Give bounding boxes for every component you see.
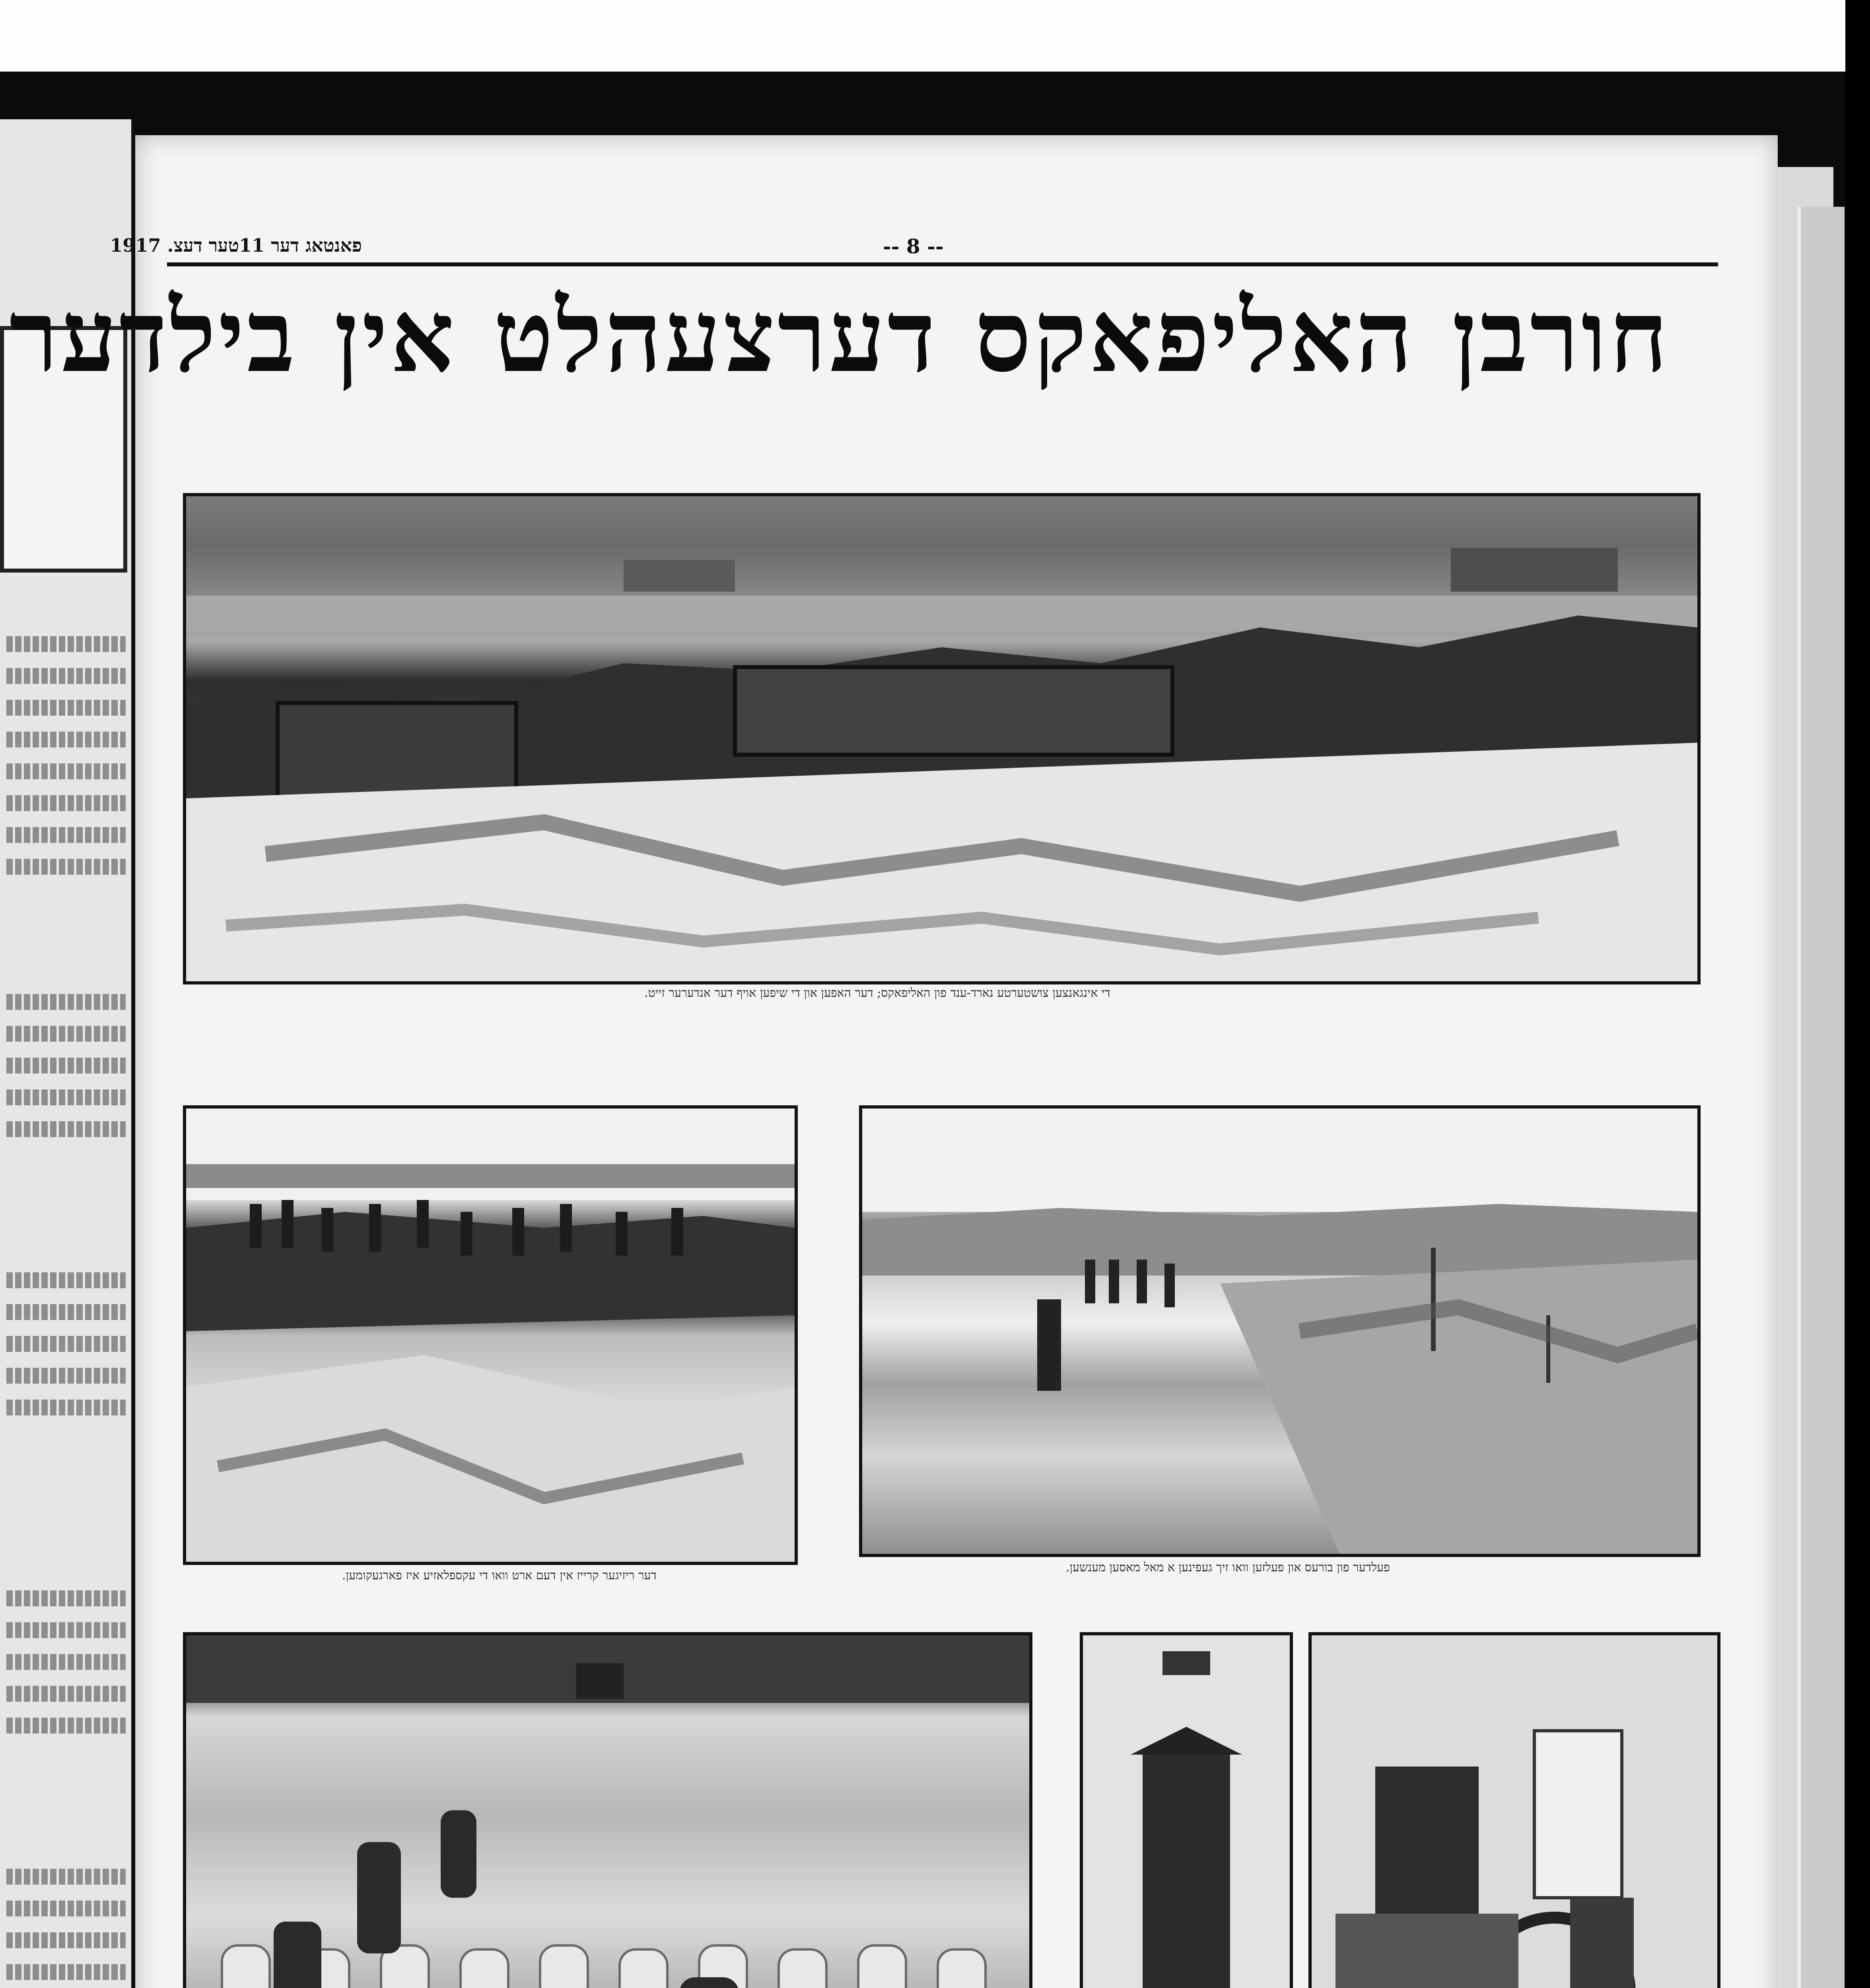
adjacent-text-line	[6, 1058, 126, 1074]
adjacent-text-line	[6, 994, 126, 1010]
adjacent-text-line	[6, 1932, 126, 1948]
adjacent-text-line	[6, 1368, 126, 1384]
photo-crowd-crater-image	[186, 1109, 795, 1562]
scanner-border	[1845, 0, 1870, 1988]
adjacent-page-fragment	[0, 119, 134, 1988]
adjacent-text-line	[6, 1590, 126, 1606]
photo-motor-car-image	[1312, 1635, 1717, 1988]
photo-ruined-field-image	[862, 1109, 1697, 1554]
photo-covered-field	[183, 1632, 1032, 1988]
adjacent-text-line	[6, 636, 126, 652]
adjacent-text-line	[6, 1622, 126, 1638]
caption-ruined-field: פעלדער פון בורעס און פעלזען וואו זיך געפינען א מאל מאסען מענשען.	[1066, 1561, 1390, 1574]
page-stack-edge	[1798, 207, 1845, 1988]
adjacent-text-line	[6, 732, 126, 747]
adjacent-text-line	[6, 1964, 126, 1980]
adjacent-text-line	[6, 1686, 126, 1702]
adjacent-text-line	[6, 668, 126, 684]
adjacent-text-line	[6, 1089, 126, 1105]
adjacent-text-line	[6, 827, 126, 843]
adjacent-text-line	[6, 1869, 126, 1885]
photo-ruined-field	[859, 1105, 1701, 1557]
newspaper-page	[9, 135, 1778, 1988]
photo-halifax-panorama-image	[186, 496, 1697, 981]
page-dateline: פאנטאג דער 11טער דעצ. 1917	[110, 235, 362, 256]
caption-crowd-crater: דער ריזיגער קרייז אין דעם ארט וואו די עקספלאזיע איז פארגעקומען.	[342, 1569, 657, 1582]
photo-street-lamp	[1080, 1632, 1293, 1988]
adjacent-text-line	[6, 795, 126, 811]
adjacent-text-line	[6, 1400, 126, 1415]
photo-covered-field-image	[186, 1635, 1029, 1988]
caption-halifax-panorama: די אינגאנצען צושטערטע נארד-ענד פון האליפאקס; דער האפען און די שיפען אויף דער אנדערער זייט.	[644, 986, 1110, 1000]
adjacent-text-line	[6, 1304, 126, 1320]
photo-halifax-panorama	[183, 493, 1701, 984]
adjacent-text-line	[6, 763, 126, 779]
photo-motor-car	[1308, 1632, 1720, 1988]
adjacent-text-line	[6, 1272, 126, 1288]
adjacent-text-line	[6, 1901, 126, 1916]
header-rule	[167, 262, 1718, 266]
adjacent-text-line	[6, 1026, 126, 1042]
adjacent-text-line	[6, 1336, 126, 1352]
adjacent-text-line	[6, 1718, 126, 1734]
page-headline: חורבן האליפאקס דערצעהלט אין בילדער	[9, 278, 1670, 394]
photo-street-lamp-image	[1083, 1635, 1290, 1988]
adjacent-text-line	[6, 859, 126, 875]
adjacent-text-line	[6, 1121, 126, 1137]
page-number: -- 8 --	[883, 235, 944, 258]
adjacent-text-line	[6, 700, 126, 716]
scan-top-margin	[0, 0, 1870, 72]
adjacent-text-line	[6, 1654, 126, 1670]
photo-crowd-crater	[183, 1105, 798, 1565]
